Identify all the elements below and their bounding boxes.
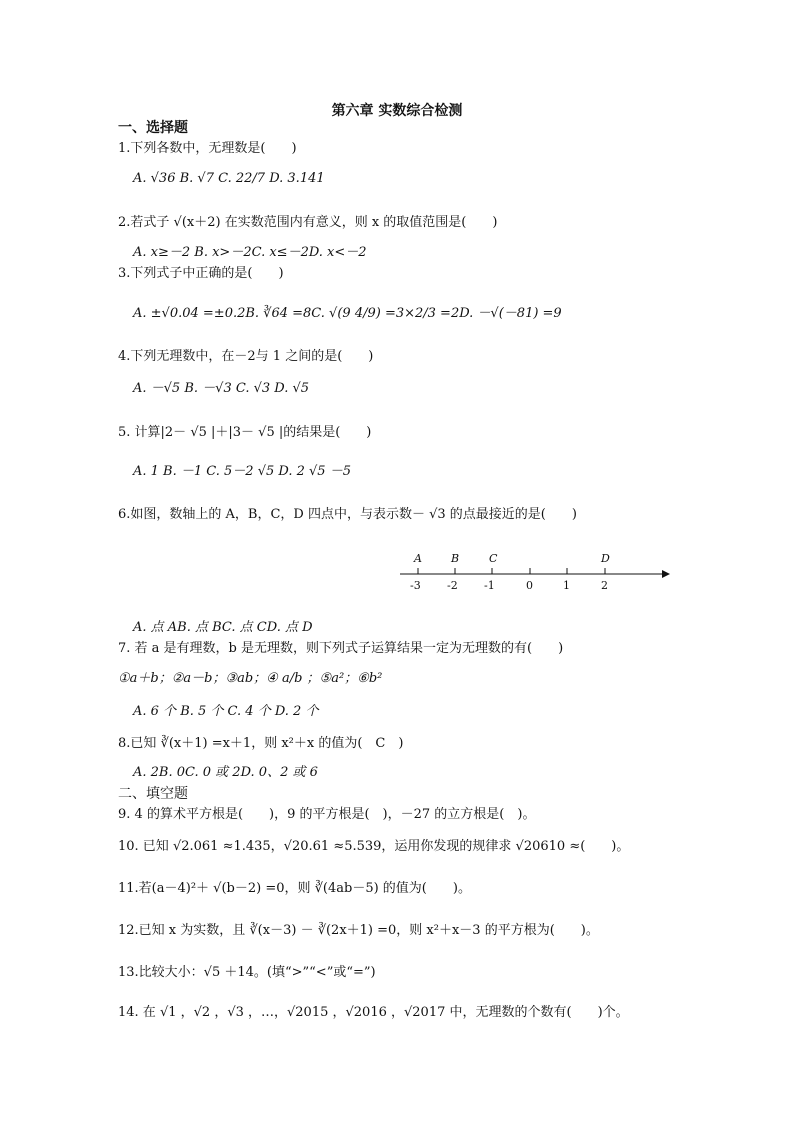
point-label-b: B bbox=[451, 552, 460, 565]
tick-label: -1 bbox=[484, 579, 495, 592]
question-14: 14. 在 √1 ，√2 ，√3 ，…，√2015 ，√2016 ，√2017 中，无理数的个数有( )个。 bbox=[118, 1005, 629, 1020]
question-13: 13.比较大小：√5 ＋14。(填“>”“<”或“=”) bbox=[118, 965, 376, 980]
point-label-a: A bbox=[414, 552, 422, 565]
question-9: 9. 4 的算术平方根是( )，9 的平方根是( )，－27 的立方根是( )。 bbox=[118, 807, 536, 822]
question-10: 10. 已知 √2.061 ≈1.435，√20.61 ≈5.539，运用你发现的规律求 √20610 ≈( )。 bbox=[118, 839, 630, 854]
question-12: 12.已知 x 为实数，且 ∛(x－3) － ∛(2x＋1) =0，则 x²＋x－3 的平方根为( )。 bbox=[118, 923, 599, 938]
question-2-options: A. x≥－2 B. x>－2C. x≤－2D. x<－2 bbox=[133, 245, 367, 260]
number-line-arrow bbox=[662, 570, 670, 578]
question-4: 4.下列无理数中，在－2与 1 之间的是( ) bbox=[118, 349, 374, 364]
section-choice-heading: 一、选择题 bbox=[118, 120, 188, 136]
tick-label: 1 bbox=[563, 579, 570, 592]
question-5: 5. 计算|2－ √5 |＋|3－ √5 |的结果是( ) bbox=[118, 425, 372, 440]
number-line-figure bbox=[400, 548, 670, 598]
point-label-c: C bbox=[489, 552, 498, 565]
tick-label: -2 bbox=[447, 579, 458, 592]
number-line-svg bbox=[400, 548, 670, 598]
question-8: 8.已知 ∛(x＋1) =x＋1，则 x²＋x 的值为( C ) bbox=[118, 736, 404, 751]
question-4-options: A. －√5 B. －√3 C. √3 D. √5 bbox=[133, 381, 310, 396]
tick-label: 0 bbox=[526, 579, 533, 592]
question-7: 7. 若 a 是有理数，b 是无理数，则下列式子运算结果一定为无理数的有( ) bbox=[118, 641, 564, 656]
question-1-options: A. √36 B. √7 C. 22/7 D. 3.141 bbox=[133, 171, 325, 186]
tick-label: 2 bbox=[601, 579, 608, 592]
tick-label: -3 bbox=[410, 579, 421, 592]
point-label-d: D bbox=[601, 552, 610, 565]
page-title: 第六章 实数综合检测 bbox=[331, 103, 463, 119]
question-11: 11.若(a－4)²＋ √(b－2) =0，则 ∛(4ab－5) 的值为( )。 bbox=[118, 881, 471, 896]
question-6: 6.如图，数轴上的 A，B，C，D 四点中，与表示数－ √3 的点最接近的是( ) bbox=[118, 507, 577, 522]
question-2: 2.若式子 √(x＋2) 在实数范围内有意义，则 x 的取值范围是( ) bbox=[118, 215, 498, 230]
question-7-expressions: ①a＋b；②a－b；③ab；④ a/b ；⑤a²；⑥b² bbox=[118, 671, 383, 686]
question-3-options: A. ±√0.04 =±0.2B. ∛64 =8C. √(9 4/9) =3×2/3 =2D. －√(－81) =9 bbox=[133, 306, 562, 321]
question-3: 3.下列式子中正确的是( ) bbox=[118, 266, 284, 281]
question-1: 1.下列各数中，无理数是( ) bbox=[118, 141, 297, 156]
question-8-options: A. 2B. 0C. 0 或 2D. 0、2 或 6 bbox=[133, 765, 318, 780]
question-6-options: A. 点 AB. 点 BC. 点 CD. 点 D bbox=[133, 620, 313, 635]
question-7-options: A. 6 个 B. 5 个 C. 4 个 D. 2 个 bbox=[133, 704, 319, 719]
section-fill-heading: 二、填空题 bbox=[118, 786, 188, 802]
question-5-options: A. 1 B. －1 C. 5－2 √5 D. 2 √5 －5 bbox=[133, 464, 351, 479]
